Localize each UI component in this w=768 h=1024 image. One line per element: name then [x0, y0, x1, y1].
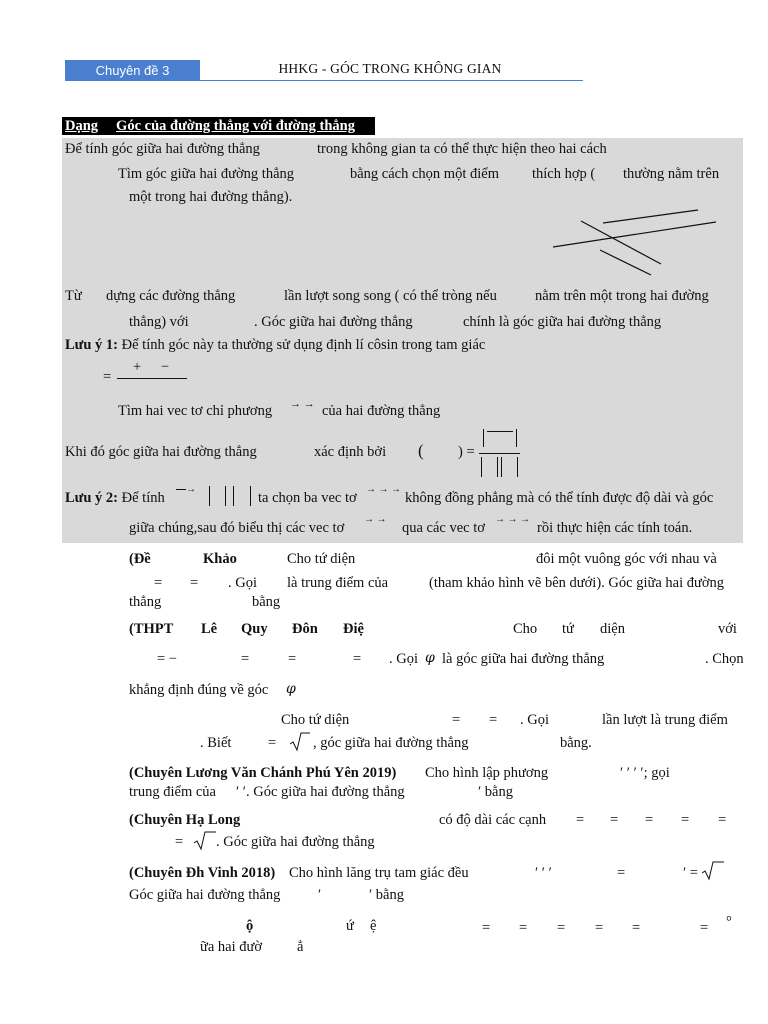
abs-bar — [233, 486, 234, 506]
vector-arrows-4: → → — [364, 514, 387, 525]
p6-a: Cho hình lăng trụ tam giác đều — [289, 865, 469, 881]
p5-g: = — [175, 834, 184, 850]
vector-arrows-2: ⎯⎯→ — [176, 484, 196, 495]
from-b: dựng các đường thẳng — [106, 288, 236, 304]
p3-e: lần lượt là trung điểm — [602, 712, 728, 728]
abs-bar — [517, 457, 518, 477]
p1-source-b: Khảo — [203, 551, 237, 567]
p2-j: là góc giữa hai đường thẳng — [442, 651, 605, 667]
p5-a: có độ dài các cạnh — [439, 812, 547, 828]
method1-d: thường nằm trên — [623, 166, 720, 182]
p7-a: ộ — [246, 918, 254, 934]
formula-fraction-bar — [117, 378, 187, 379]
p2-source-2: Lê — [201, 621, 218, 637]
abs-bar — [209, 486, 210, 506]
p2-l: khẳng định đúng về góc — [129, 682, 269, 698]
p5-h: . Góc giữa hai đường thẳng — [216, 834, 375, 850]
p2-source-5: Điệ — [343, 621, 364, 637]
then-paren-open: ( — [418, 441, 424, 460]
p2-b: tứ — [562, 621, 574, 637]
method2-b: của hai đường thẳng — [322, 403, 441, 419]
method2-a: Tìm hai vec tơ chỉ phương — [118, 403, 273, 419]
note2-a: Lưu ý 2: Để tính — [65, 490, 165, 506]
p3-a: Cho tứ diện — [281, 712, 350, 728]
skew-lines-diagram — [545, 200, 725, 280]
p7-j: ° — [726, 914, 732, 930]
p7-g: = — [595, 920, 604, 936]
p3-h: , góc giữa hai đường thẳng — [313, 735, 469, 751]
p1-d: = — [190, 575, 199, 591]
p2-k: . Chọn — [705, 651, 744, 667]
p5-d: = — [645, 812, 654, 828]
p6-b: ′ ′ ′ — [535, 865, 552, 881]
abs-bar — [250, 486, 251, 506]
chapter-tab: Chuyên đề 3 — [65, 60, 200, 81]
intro-line-b: trong không gian ta có thể thực hiện theo hai cách — [317, 141, 607, 157]
vector-bar — [487, 431, 513, 432]
note2-b: ta chọn ba vec tơ — [258, 490, 357, 506]
sqrt-icon — [193, 831, 217, 851]
p7-h: = — [632, 920, 641, 936]
p7-i: = — [700, 920, 709, 936]
p2-c: diện — [600, 621, 625, 637]
from-d: nằm trên một trong hai đường — [535, 288, 709, 304]
then-paren-close: ) = — [458, 444, 475, 460]
p1-a: Cho tứ diện — [287, 551, 356, 567]
p2-source-3: Quy — [241, 621, 268, 637]
p2-i: . Gọi — [389, 651, 418, 667]
sqrt-icon — [701, 861, 725, 881]
p5-c: = — [610, 812, 619, 828]
intro-line: Để tính góc giữa hai đường thẳng — [65, 141, 260, 157]
p5-e: = — [681, 812, 690, 828]
cos-fraction-bar — [479, 453, 520, 454]
from-a: Từ — [65, 288, 82, 304]
note2-f: rồi thực hiện các tính toán. — [537, 520, 693, 536]
from-f: . Góc giữa hai đường thẳng — [254, 314, 413, 330]
abs-bar — [501, 457, 502, 477]
page-title: HHKG - GÓC TRONG KHÔNG GIAN — [278, 61, 502, 76]
p3-d: . Gọi — [520, 712, 549, 728]
then-a: Khi đó góc giữa hai đường thẳng — [65, 444, 257, 460]
p1-source-a: (Đề — [129, 551, 151, 567]
p5-b: = — [576, 812, 585, 828]
abs-bar — [497, 457, 498, 477]
p4-d: ′ ′. Góc giữa hai đường thẳng — [236, 784, 405, 800]
p7-e: = — [519, 920, 528, 936]
section-heading: Dạng Góc của đường thẳng với đường thẳng — [65, 118, 355, 134]
note2-d: giữa chúng,sau đó biểu thị các vec tơ — [129, 520, 345, 536]
p2-f: = — [241, 651, 250, 667]
p4-b: ′ ′ ′ ′; gọi — [620, 765, 670, 781]
p1-b: đôi một vuông góc với nhau và — [536, 551, 717, 567]
p1-f: là trung điểm của — [287, 575, 389, 591]
formula-minus: − — [161, 359, 170, 375]
note1: Lưu ý 1: Để tính góc này ta thường sử dụng định lí côsin trong tam giác — [65, 337, 486, 353]
vector-arrows-5: → → → — [495, 514, 530, 525]
line-a — [603, 210, 698, 223]
p7-d: = — [482, 920, 491, 936]
p4-c: trung điểm của — [129, 784, 216, 800]
p2-a: Cho — [513, 621, 538, 637]
vector-arrows-1: → → — [290, 398, 315, 410]
header-rule — [200, 80, 583, 81]
p5-f: = — [718, 812, 727, 828]
vector-arrows-3: → → → — [366, 484, 401, 495]
p2-phi: φ — [425, 650, 435, 666]
p2-phi-2: φ — [286, 681, 296, 697]
p2-h: = — [353, 651, 362, 667]
method1-c: thích hợp ( — [532, 166, 596, 182]
p7-c: ệ — [370, 918, 377, 934]
p4-e: ′ bằng — [478, 784, 513, 800]
sqrt-icon — [289, 732, 311, 752]
p3-g: = — [268, 735, 277, 751]
p7-l: ẳ — [297, 939, 304, 955]
line-d — [600, 250, 651, 275]
p6-c: = — [617, 865, 626, 881]
p2-source-1: (THPT — [129, 621, 174, 637]
p1-i: bằng — [252, 594, 281, 610]
p6-g: ′ bằng — [369, 887, 404, 903]
p2-e: = − — [157, 651, 177, 667]
note2-c: không đồng phẳng mà có thể tính được độ dài và góc — [405, 490, 714, 506]
then-b: xác định bởi — [314, 444, 387, 460]
p4-a: Cho hình lập phương — [425, 765, 549, 781]
from-g: chính là góc giữa hai đường thẳng — [463, 314, 662, 330]
p7-b: ứ — [346, 918, 354, 934]
method1-e: một trong hai đường thẳng). — [129, 189, 293, 205]
note2-e: qua các vec tơ — [402, 520, 485, 536]
line-c — [581, 221, 661, 264]
p1-e: . Gọi — [228, 575, 257, 591]
formula-plus: + — [133, 359, 142, 375]
abs-bar — [483, 429, 484, 447]
abs-bar — [225, 486, 226, 506]
p3-i: bằng. — [560, 735, 592, 751]
p5-source: (Chuyên Hạ Long — [129, 812, 241, 828]
p2-g: = — [288, 651, 297, 667]
p2-source-4: Đôn — [292, 621, 318, 637]
p7-k: ữa hai đườ — [200, 939, 263, 955]
line-b — [553, 222, 716, 247]
p1-h: thẳng — [129, 594, 162, 610]
formula-eq: = — [103, 369, 112, 385]
method1-b: bằng cách chọn một điểm — [350, 166, 499, 182]
abs-bar — [516, 429, 517, 447]
method1-a: Tìm góc giữa hai đường thẳng — [118, 166, 295, 182]
p6-source: (Chuyên Đh Vinh 2018) — [129, 865, 276, 881]
p1-c: = — [154, 575, 163, 591]
p3-f: . Biết — [200, 735, 232, 751]
abs-bar — [481, 457, 482, 477]
p3-b: = — [452, 712, 461, 728]
p6-d: ′ = — [683, 865, 698, 881]
p6-e: Góc giữa hai đường thẳng — [129, 887, 281, 903]
from-c: lần lượt song song ( có thể tròng nếu — [284, 288, 497, 304]
p6-f: ′ — [318, 887, 322, 903]
p1-g: (tham khảo hình vẽ bên dưới). Góc giữa hai đường — [429, 575, 725, 591]
from-e: thẳng) với — [129, 314, 189, 330]
p4-source: (Chuyên Lương Văn Chánh Phú Yên 2019) — [129, 765, 397, 781]
p2-d: với — [718, 621, 737, 637]
p7-f: = — [557, 920, 566, 936]
p3-c: = — [489, 712, 498, 728]
